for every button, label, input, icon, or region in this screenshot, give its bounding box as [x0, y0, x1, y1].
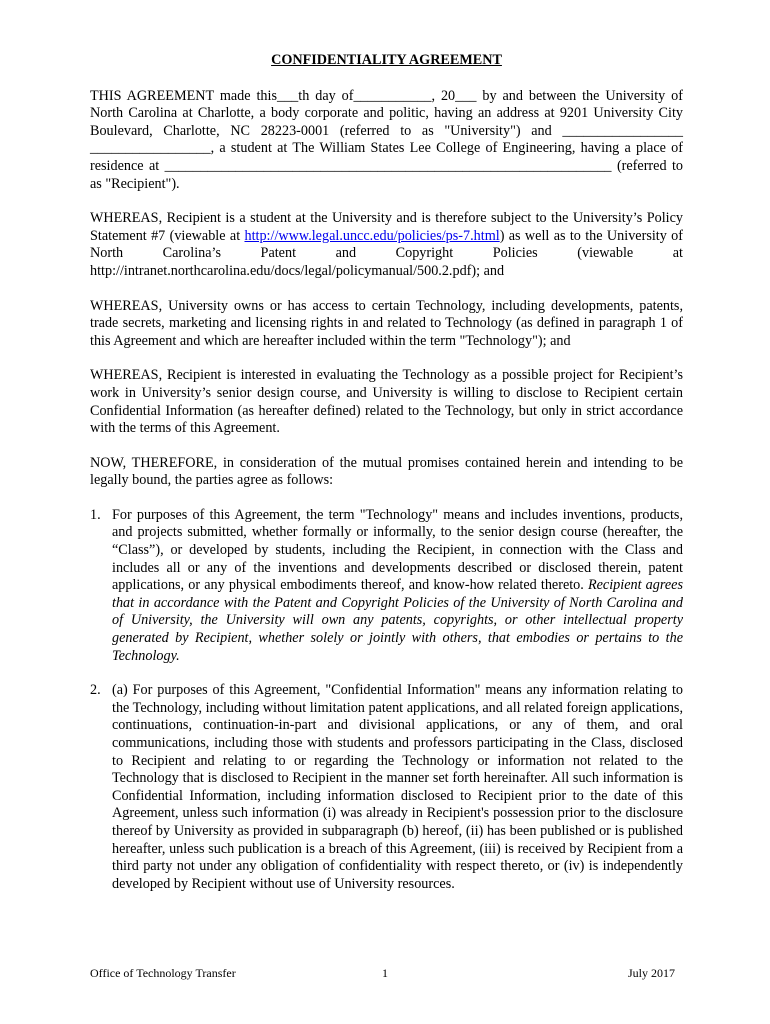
- policy-link[interactable]: http://www.legal.uncc.edu/policies/ps-7.html: [244, 227, 500, 244]
- whereas-paragraph-2: WHEREAS, University owns or has access to certain Technology, including developments, patents, trade secrets, marketing and licensing rights in and related to Technology (as defined in paragraph 1 of this Agreement and which are hereafter included within the term "Technology"); and: [90, 297, 683, 349]
- list-number: 2.: [90, 682, 101, 699]
- whereas-1-text-cont: ) as well as to the University of North Carolina’s Patent and Copyright Policies (viewable at http://intranet.northcarolina.edu/docs/legal/policymanual/500.2.pdf); and: [90, 227, 683, 279]
- footer-office: Office of Technology Transfer: [90, 966, 236, 980]
- document-body: [90, 52, 683, 910]
- whereas-1-text: WHEREAS, Recipient is a student at the University and is therefore subject to the University’s Policy Statement #7 (viewable at: [90, 210, 683, 244]
- list-number: 1.: [90, 506, 101, 523]
- list-item: [90, 507, 683, 665]
- list-item-italic: Recipient agrees that in accordance with the Patent and Copyright Policies of the University of North Carolina and of University, the University will own any patents, copyrights, or other intellectual property generated by Recipient, whether solely or jointly with others, that embodies or pertains to the Technology.: [112, 577, 683, 664]
- list-item: [90, 682, 683, 893]
- list-item-text: (a) For purposes of this Agreement, "Confidential Information" means any information relating to the Technology, including without limitation patent applications, and all related foreign applications, continuations, continuation-in-part and divisional applications, or any of them, and oral communications, including those with students and professors participating in the Class, disclosed to Recipient and relating to or regarding the Technology or information not related to the Technology that is disclosed to Recipient in the manner set forth hereinafter. All such information is Confidential Information, including information disclosed to Recipient prior to the date of this Agreement, unless such information (i) was already in Recipient's possession prior to the disclosure thereof by University as provided in subparagraph (b) hereof, (ii) has been published or is published hereafter, unless such publication is a breach of this Agreement, (iii) is received by Recipient from a third party not under any obligation of confidentiality with respect thereto, or (iv) is independently developed by Recipient without use of University resources.: [112, 682, 683, 892]
- intro-paragraph: THIS AGREEMENT made this___th day of___________, 20___ by and between the University of North Carolina at Charlotte, a body corporate and politic, having an address at 9201 University City Boulevard, Charlotte, NC 28223-0001 (referred to as "University") and _________________ _________________, a student at The William States Lee College of Engineering, having a place of residence at _______________________________________________________________ (referred to as "Recipient").: [90, 87, 683, 192]
- footer-page-number: 1: [382, 966, 388, 980]
- page-footer: [90, 965, 683, 981]
- document-title: CONFIDENTIALITY AGREEMENT: [271, 52, 502, 68]
- whereas-paragraph-3: WHEREAS, Recipient is interested in evaluating the Technology as a possible project for Recipient’s work in University’s senior design course, and University is willing to disclose to Recipient certain Confidential Information (as hereafter defined) related to the Technology, but only in strict accordance with the terms of this Agreement.: [90, 367, 683, 437]
- whereas-paragraph-1: [90, 210, 683, 280]
- numbered-list: [90, 507, 683, 893]
- therefore-paragraph: NOW, THEREFORE, in consideration of the mutual promises contained herein and intending to be legally bound, the parties agree as follows:: [90, 454, 683, 489]
- footer-date: July 2017: [627, 966, 675, 980]
- list-item-text: For purposes of this Agreement, the term "Technology" means and includes inventions, products, and projects submitted, whether formally or informally, to the senior design course (hereafter, the “Class”), or developed by students, including the Recipient, in connection with the Class and includes all or any of the inventions and developments described or disclosed therein, patent applications, or any physical embodiments thereof, and know-how related thereto.: [112, 506, 683, 594]
